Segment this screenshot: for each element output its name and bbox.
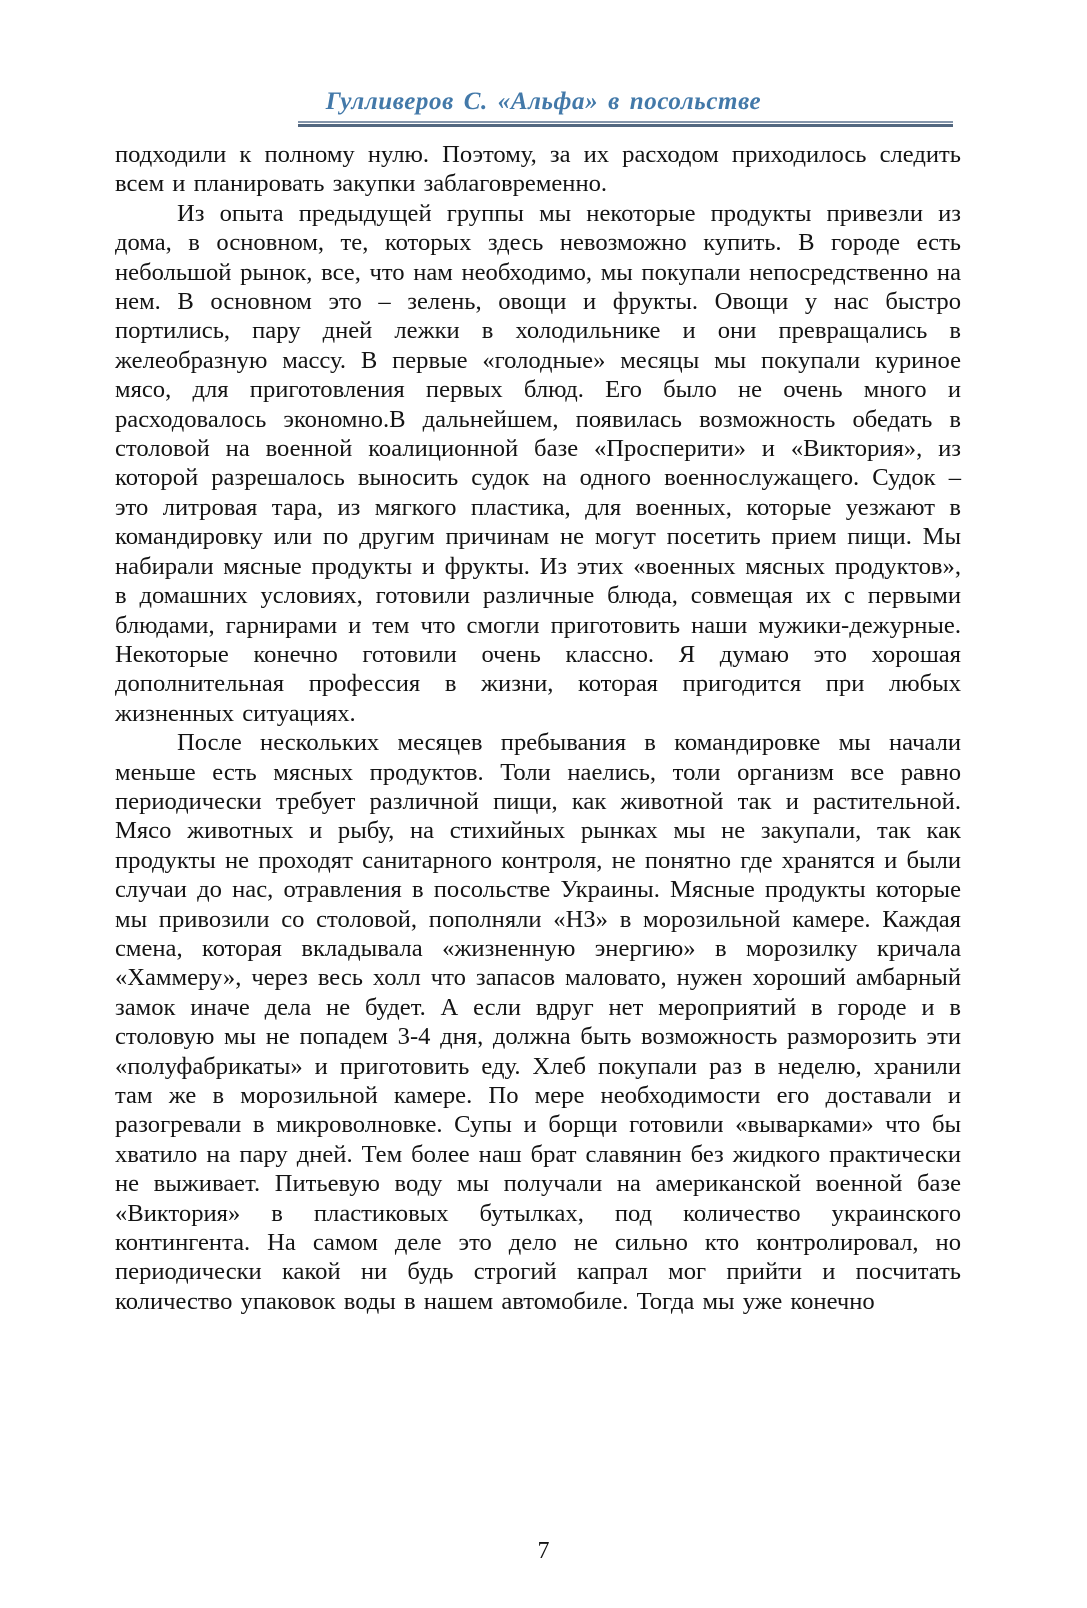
- body-text: [115, 140, 961, 1316]
- header-rule-thin-line: [298, 121, 953, 123]
- running-header-title: Гулливеров С. «Альфа» в посольстве: [325, 88, 762, 115]
- running-header: [0, 88, 1087, 116]
- header-rule-thick-line: [298, 124, 953, 127]
- header-rule: [298, 121, 953, 127]
- page-number: 7: [537, 1538, 550, 1564]
- body-paragraph: подходили к полному нулю. Поэтому, за их расходом приходилось следить всем и планировать закупки заблаговременно.: [115, 141, 961, 198]
- body-paragraph: Из опыта предыдущей группы мы некоторые продукты привезли из дома, в основном, те, которых здесь невозможно купить. В городе есть небольшой рынок, все, что нам необходимо, мы покупали непосредственно на нем. В основном это – зелень, овощи и фрукты. Овощи у нас быстро портились, пару дней лежки в холодильнике и они превращались в желеобразную массу. В первые «голодные» месяцы мы покупали куриное мясо, для приготовления первых блюд. Его было не очень много и расходовалось экономно.В дальнейшем, появилась возможность обедать в столовой на военной коалиционной базе «Просперити» и «Виктория», из которой разрешалось выносить судок на одного военнослужащего. Судок – это литровая тара, из мягкого пластика, для военных, которые уезжают в командировку или по другим причинам не могут посетить прием пищи. Мы набирали мясные продукты и фрукты. Из этих «военных мясных продуктов», в домашних условиях, готовили различные блюда, совмещая их с первыми блюдами, гарнирами и тем что смогли приготовить наши мужики-дежурные. Некоторые конечно готовили очень классно. Я думаю это хорошая дополнительная профессия в жизни, которая пригодится при любых жизненных ситуациях.: [115, 199, 961, 727]
- body-paragraph: После нескольких месяцев пребывания в командировке мы начали меньше есть мясных продуктов. Толи наелись, толи организм все равно периодически требует различной пищи, как животной так и растительной. Мясо животных и рыбу, на стихийных рынках мы не закупали, так как продукты не проходят санитарного контроля, не понятно где хранятся и были случаи до нас, отравления в посольстве Украины. Мясные продукты которые мы привозили со столовой, пополняли «НЗ» в морозильной камере. Каждая смена, которая вкладывала «жизненную энергию» в морозилку кричала «Хаммеру», через весь холл что запасов маловато, нужен хороший амбарный замок иначе дела не будет. А если вдруг нет мероприятий в городе и в столовую мы не попадем 3-4 дня, должна быть возможность разморозить эти «полуфабрикаты» и приготовить еду. Хлеб покупали раз в неделю, хранили там же в морозильной камере. По мере необходимости его доставали и разогревали в микроволновке. Супы и борщи готовили «выварками» что бы хватило на пару дней. Тем более наш брат славянин без жидкого практически не выживает. Питьевую воду мы получали на американской военной базе «Виктория» в пластиковых бутылках, под количество украинского контингента. На самом деле это дело не сильно кто контролировал, но периодически какой ни будь строгий капрал мог прийти и посчитать количество упаковок воды в нашем автомобиле. Тогда мы уже конечно: [115, 729, 961, 1315]
- page-footer: [0, 1538, 1087, 1565]
